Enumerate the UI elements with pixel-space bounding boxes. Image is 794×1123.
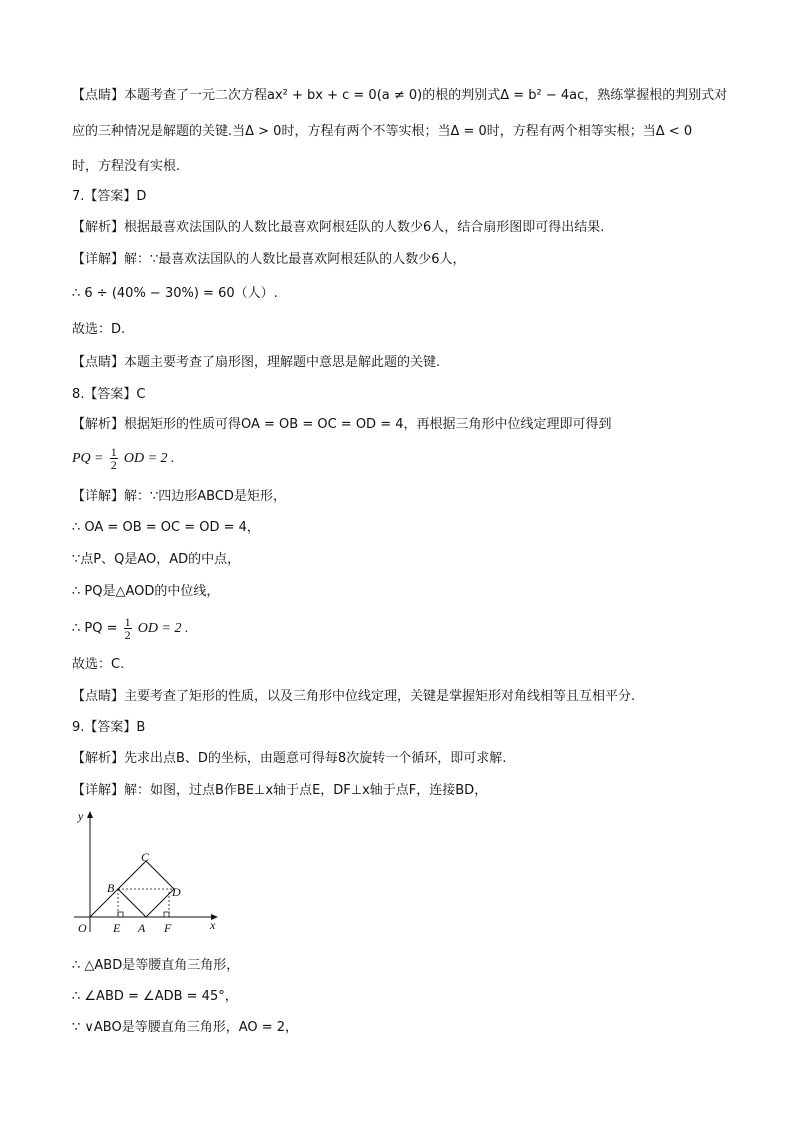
answer-heading-8: 8.【答案】C — [72, 387, 146, 402]
text-line: 【解析】根据最喜欢法国队的人数比最喜欢阿根廷队的人数少6人，结合扇形图即可得出结果. — [72, 220, 605, 235]
label-x: x — [210, 918, 216, 932]
label-A: A — [138, 921, 146, 935]
equation-rhs: OD = 2 . — [123, 451, 175, 466]
fraction-numerator: 1 — [124, 615, 131, 629]
fraction — [110, 446, 118, 471]
text-line: 故选：C. — [72, 657, 125, 672]
text-line: 应的三种情况是解题的关键.当Δ > 0时，方程有两个不等实根；当Δ = 0时，方程有两个相等实根；当Δ < 0 — [72, 124, 693, 139]
label-B: B — [107, 881, 115, 895]
equation-rhs: OD = 2 . — [137, 621, 189, 636]
text-line: 【解析】根据矩形的性质可得OA = OB = OC = OD = 4，再根据三角形中位线定理即可得到 — [72, 417, 612, 432]
text-line: 【详解】解：∵四边形ABCD是矩形， — [72, 489, 286, 504]
fraction-denominator: 2 — [110, 458, 117, 472]
label-E: E — [113, 921, 121, 935]
y-axis-arrow — [87, 811, 93, 818]
equation-lhs: PQ = — [72, 451, 104, 466]
fraction-denominator: 2 — [124, 628, 131, 642]
equation-line: ∴ 6 ÷ (40% − 30%) = 60（人）. — [72, 286, 278, 301]
answer-heading-7: 7.【答案】D — [72, 189, 147, 204]
text-line: 【详解】解：∵最喜欢法国队的人数比最喜欢阿根廷队的人数少6人， — [72, 252, 466, 267]
label-C: C — [141, 850, 150, 864]
text-line: ∵点P、Q是AO，AD的中点， — [72, 552, 241, 567]
label-F: F — [164, 921, 172, 935]
text-line: ∴ ∠ABD = ∠ADB = 45°， — [72, 989, 238, 1004]
text-line: 时，方程没有实根. — [72, 159, 181, 174]
text-line: 【点睛】本题主要考查了扇形图，理解题中意思是解此题的关键. — [72, 355, 441, 370]
label-O: O — [78, 921, 87, 935]
text-line: 【点睛】本题考查了一元二次方程ax² + bx + c = 0(a ≠ 0)的根的判别式Δ = b² − 4ac，熟练掌握根的判别式对 — [72, 88, 728, 103]
text-line: 【详解】解：如图，过点B作BE⊥x轴于点E，DF⊥x轴于点F，连接BD， — [72, 783, 488, 798]
right-angle-F — [164, 912, 169, 917]
label-D: D — [172, 885, 181, 899]
label-y: y — [78, 809, 84, 823]
fraction — [124, 616, 132, 641]
text-line: ∴ PQ是△AOD的中位线， — [72, 584, 220, 599]
equation-line — [72, 446, 732, 471]
equation-line — [72, 616, 732, 641]
text-line: ∴ △ABD是等腰直角三角形， — [72, 958, 240, 973]
text-line: 【解析】先求出点B、D的坐标，由题意可得每8次旋转一个循环，即可求解. — [72, 751, 507, 766]
answer-heading-9: 9.【答案】B — [72, 720, 146, 735]
text-line: ∵ ∨ABO是等腰直角三角形，AO = 2， — [72, 1020, 299, 1035]
geometry-figure — [70, 808, 230, 940]
text-line: 【点睛】主要考查了矩形的性质，以及三角形中位线定理，关键是掌握矩形对角线相等且互相平分. — [72, 689, 636, 704]
right-angle-E — [118, 912, 123, 917]
text-line: ∴ OA = OB = OC = OD = 4， — [72, 520, 260, 535]
fraction-numerator: 1 — [110, 445, 117, 459]
equation-lhs: ∴ PQ = — [72, 621, 118, 636]
text-line: 故选：D. — [72, 322, 126, 337]
